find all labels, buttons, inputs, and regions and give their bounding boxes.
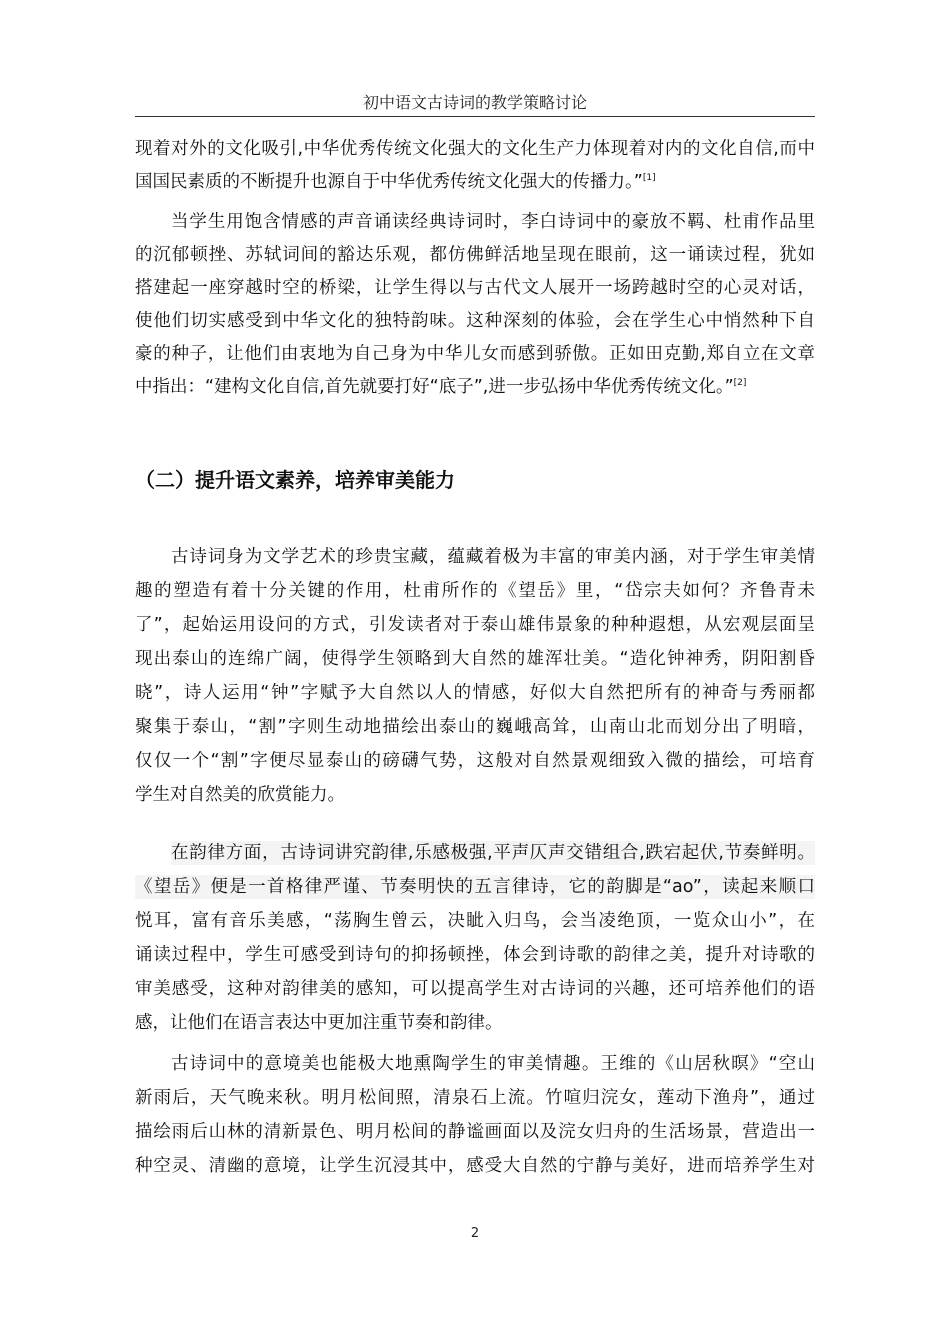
paragraph-line: 仅仅一个“割”字便尽显泰山的磅礴气势，这般对自然景观细致入微的描绘，可培育 [135, 751, 815, 771]
paragraph-line: 新雨后，天气晚来秋。明月松间照，清泉石上流。竹喧归浣女，莲动下渔舟”，通过 [135, 1088, 815, 1108]
paragraph-line: 豪的种子，让他们由衷地为自己身为中华儿女而感到骄傲。正如田克勤,郑自立在文章 [135, 344, 815, 364]
paragraph-line: 种空灵、清幽的意境，让学生沉浸其中，感受大自然的宁静与美好，进而培养学生对 [135, 1156, 815, 1176]
paragraph-line: 悦耳，富有音乐美感，“荡胸生曾云，决眦入归鸟，会当凌绝顶，一览众山小”，在 [135, 911, 815, 931]
paragraph-line: 描绘雨后山林的清新景色、明月松间的静谧画面以及浣女归舟的生活场景，营造出一 [135, 1122, 815, 1142]
paragraph-line: 在韵律方面，古诗词讲究韵律,乐感极强,平声仄声交错组合,跌宕起伏,节奏鲜明。 [171, 843, 815, 863]
paragraph-line: 趣的塑造有着十分关键的作用，杜甫所作的《望岳》里，“岱宗夫如何？齐鲁青未 [135, 581, 815, 601]
paragraph-line: 使他们切实感受到中华文化的独特韵味。这种深刻的体验，会在学生心中悄然种下自 [135, 311, 815, 331]
paragraph-line: 搭建起一座穿越时空的桥梁，让学生得以与古代文人展开一场跨越时空的心灵对话， [135, 278, 815, 298]
paragraph-line: 《望岳》便是一首格律严谨、节奏明快的五言律诗，它的韵脚是“ao”，读起来顺口 [135, 877, 815, 897]
paragraph-line: 中指出：“建构文化自信,首先就要打好“底子”,进一步弘扬中华优秀传统文化。”[2] [135, 377, 747, 397]
paragraph-line: 晓”，诗人运用“钟”字赋予大自然以人的情感，好似大自然把所有的神奇与秀丽都 [135, 683, 815, 703]
paragraph-line: 了”，起始运用设问的方式，引发读者对于泰山雄伟景象的种种遐想，从宏观层面呈 [135, 615, 815, 635]
paragraph-line: 感，让他们在语言表达中更加注重节奏和韵律。 [135, 1013, 503, 1033]
paragraph-line: 聚集于泰山，“割”字则生动地描绘出泰山的巍峨高耸，山南山北而划分出了明暗， [135, 717, 815, 737]
running-header: 初中语文古诗词的教学策略讨论 [362, 93, 587, 112]
page-number: 2 [470, 1226, 480, 1241]
paragraph-line: 现出泰山的连绵广阔，使得学生领略到大自然的雄浑壮美。“造化钟神秀，阴阳割昏 [135, 649, 815, 669]
paragraph-line: 学生对自然美的欣赏能力。 [135, 785, 345, 805]
paragraph-line: 当学生用饱含情感的声音诵读经典诗词时，李白诗词中的豪放不羁、杜甫作品里 [171, 212, 815, 232]
paragraph-line: 古诗词中的意境美也能极大地熏陶学生的审美情趣。王维的《山居秋暝》“空山 [171, 1054, 815, 1074]
paragraph-line: 审美感受，这种对韵律美的感知，可以提高学生对古诗词的兴趣，还可培养他们的语 [135, 979, 815, 999]
paragraph-line: 现着对外的文化吸引,中华优秀传统文化强大的文化生产力体现着对内的文化自信,而中 [135, 139, 815, 159]
citation-ref: [2] [733, 378, 747, 389]
paragraph-line: 国国民素质的不断提升也源自于中华优秀传统文化强大的传播力。”[1] [135, 172, 656, 192]
citation-ref: [1] [642, 173, 656, 184]
paragraph-line: 诵读过程中，学生可感受到诗句的抑扬顿挫，体会到诗歌的韵律之美，提升对诗歌的 [135, 945, 815, 965]
section-heading: （二）提升语文素养，培养审美能力 [135, 468, 455, 492]
paragraph-line: 古诗词身为文学艺术的珍贵宝藏，蕴藏着极为丰富的审美内涵，对于学生审美情 [171, 547, 815, 567]
paragraph-line: 的沉郁顿挫、苏轼词间的豁达乐观，都仿佛鲜活地呈现在眼前，这一诵读过程，犹如 [135, 245, 815, 265]
header-rule [135, 116, 815, 117]
